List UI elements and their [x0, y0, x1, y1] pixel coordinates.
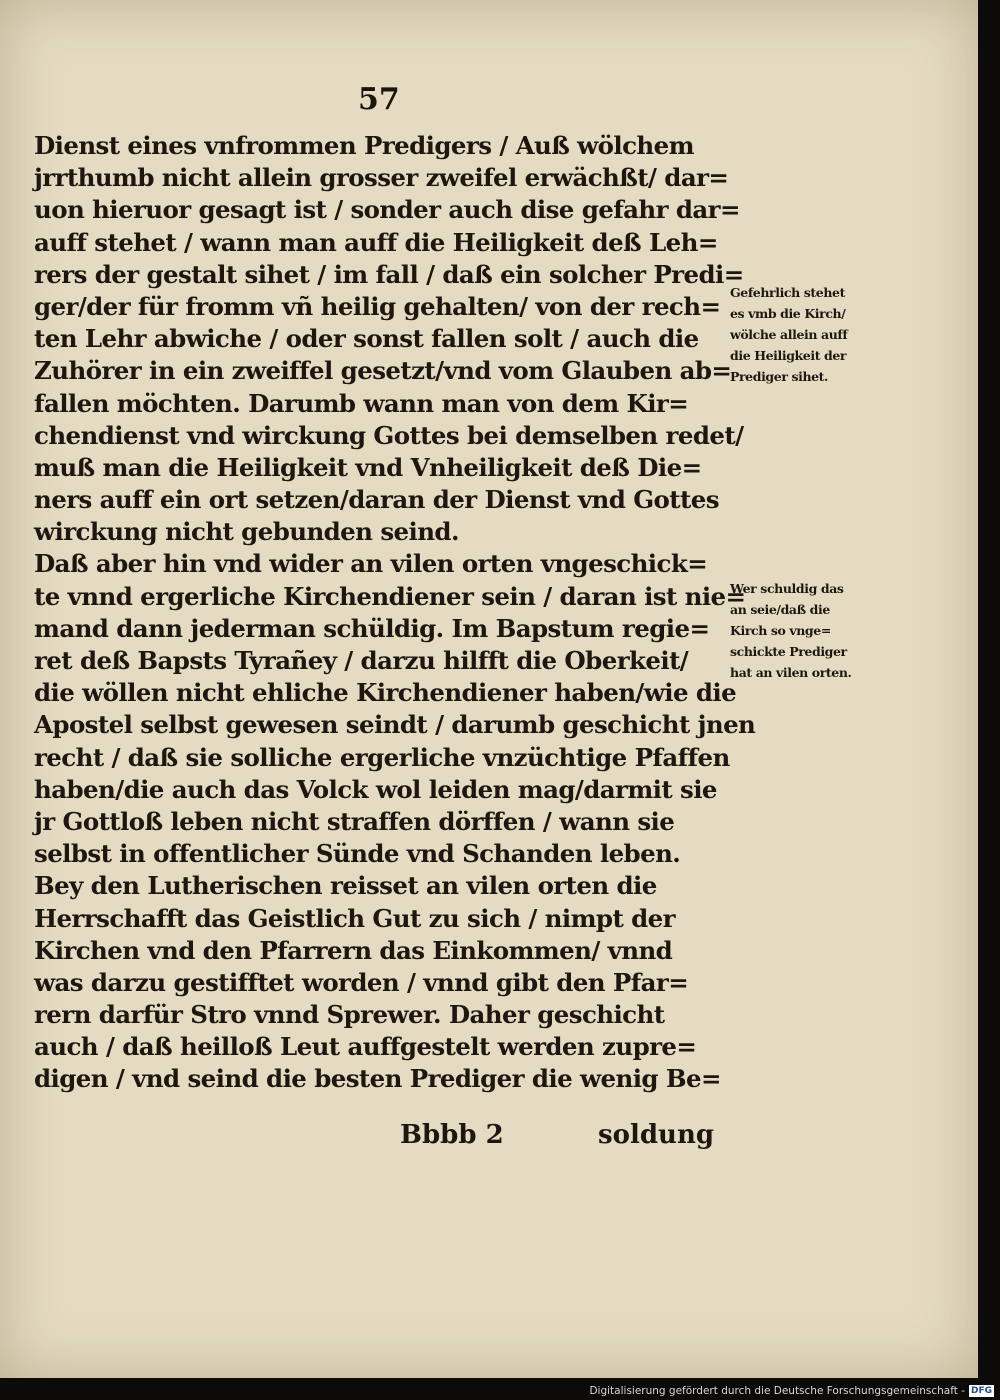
text-line: jrrthumb nicht allein grosser zweifel erwächßt/ dar= [34, 163, 729, 193]
margin-note-line: Gefehrlich stehet [730, 285, 845, 300]
dfg-logo-icon: DFG [970, 1386, 992, 1396]
text-line: ten Lehr abwiche / oder sonst fallen solt / auch die [34, 324, 699, 354]
text-line: uon hieruor gesagt ist / sonder auch dise gefahr dar= [34, 195, 740, 225]
text-line: fallen möchten. Darumb wann man von dem Kir= [34, 388, 689, 418]
text-line: mand dann jederman schüldig. Im Bapstum regie= [34, 613, 710, 643]
credit-text: Digitalisierung gefördert durch die Deutsche Forschungsgemeinschaft - [589, 1385, 965, 1397]
text-line: Dienst eines vnfrommen Predigers / Auß wölchem [34, 131, 694, 160]
text-line: auch / daß heilloß Leut auffgestelt werden zupre= [34, 1032, 697, 1062]
text-line: selbst in offentlicher Sünde vnd Schanden leben. [34, 839, 681, 869]
margin-note-line: hat an vilen orten. [730, 665, 852, 680]
page-number: 57 [358, 82, 400, 117]
text-line: digen / vnd seind die besten Prediger die wenig Be= [34, 1064, 721, 1094]
text-line: rers der gestalt sihet / im fall / daß ein solcher Predi= [34, 259, 744, 289]
margin-note-danger [730, 282, 880, 387]
text-line: rern darfür Stro vnnd Sprewer. Daher geschicht [34, 1000, 665, 1030]
main-text-block [34, 130, 756, 1096]
margin-note-line: es vmb die Kirch/ [730, 306, 846, 321]
text-line: Kirchen vnd den Pfarrern das Einkommen/ vnnd [34, 935, 673, 965]
margin-note-line: Prediger sihet. [730, 369, 829, 384]
text-line: te vnnd ergerliche Kirchendiener sein / daran ist nie= [34, 581, 746, 611]
signature-mark: Bbbb 2 [400, 1120, 504, 1150]
text-line: die wöllen nicht ehliche Kirchendiener haben/wie die [34, 678, 737, 708]
text-line: Apostel selbst gewesen seindt / darumb geschicht jnen [34, 710, 756, 740]
text-line: jr Gottloß leben nicht straffen dörffen / wann sie [34, 806, 675, 836]
margin-note-line: an seie/daß die [730, 602, 830, 617]
text-line: wirckung nicht gebunden seind. [34, 517, 459, 547]
text-line: was darzu gestifftet worden / vnnd gibt den Pfar= [34, 967, 689, 997]
margin-note-line: wölche allein auff [730, 327, 848, 342]
text-line: Bey den Lutherischen reisset an vilen orten die [34, 871, 657, 901]
text-line: ners auff ein ort setzen/daran der Dienst vnd Gottes [34, 485, 719, 515]
digitization-credit [589, 1385, 994, 1397]
text-line: Herrschafft das Geistlich Gut zu sich / nimpt der [34, 903, 675, 933]
margin-note-line: die Heiligkeit der [730, 348, 847, 363]
margin-note-line: schickte Prediger [730, 644, 847, 659]
margin-note-line: Kirch so vnge= [730, 623, 831, 638]
text-line: Daß aber hin vnd wider an vilen orten vngeschick= [34, 549, 708, 579]
text-line: ger/der für fromm vñ heilig gehalten/ von der rech= [34, 291, 721, 321]
text-line: Zuhörer in ein zweiffel gesetzt/vnd vom Glauben ab= [34, 356, 732, 386]
text-line: ret deß Bapsts Tyrañey / darzu hilfft die Oberkeit/ [34, 646, 689, 675]
page-footer [0, 1120, 740, 1156]
catchword: soldung [598, 1120, 715, 1150]
text-line: chendienst vnd wirckung Gottes bei demselben redet/ [34, 420, 744, 450]
text-line: haben/die auch das Volck wol leiden mag/darmit sie [34, 774, 717, 804]
text-line: recht / daß sie solliche ergerliche vnzüchtige Pfaffen [34, 742, 730, 772]
margin-note-line: Wer schuldig das [730, 581, 844, 596]
margin-note-blame [730, 578, 880, 683]
text-line: auff stehet / wann man auff die Heiligkeit deß Leh= [34, 227, 718, 257]
text-line: muß man die Heiligkeit vnd Vnheiligkeit deß Die= [34, 452, 702, 482]
